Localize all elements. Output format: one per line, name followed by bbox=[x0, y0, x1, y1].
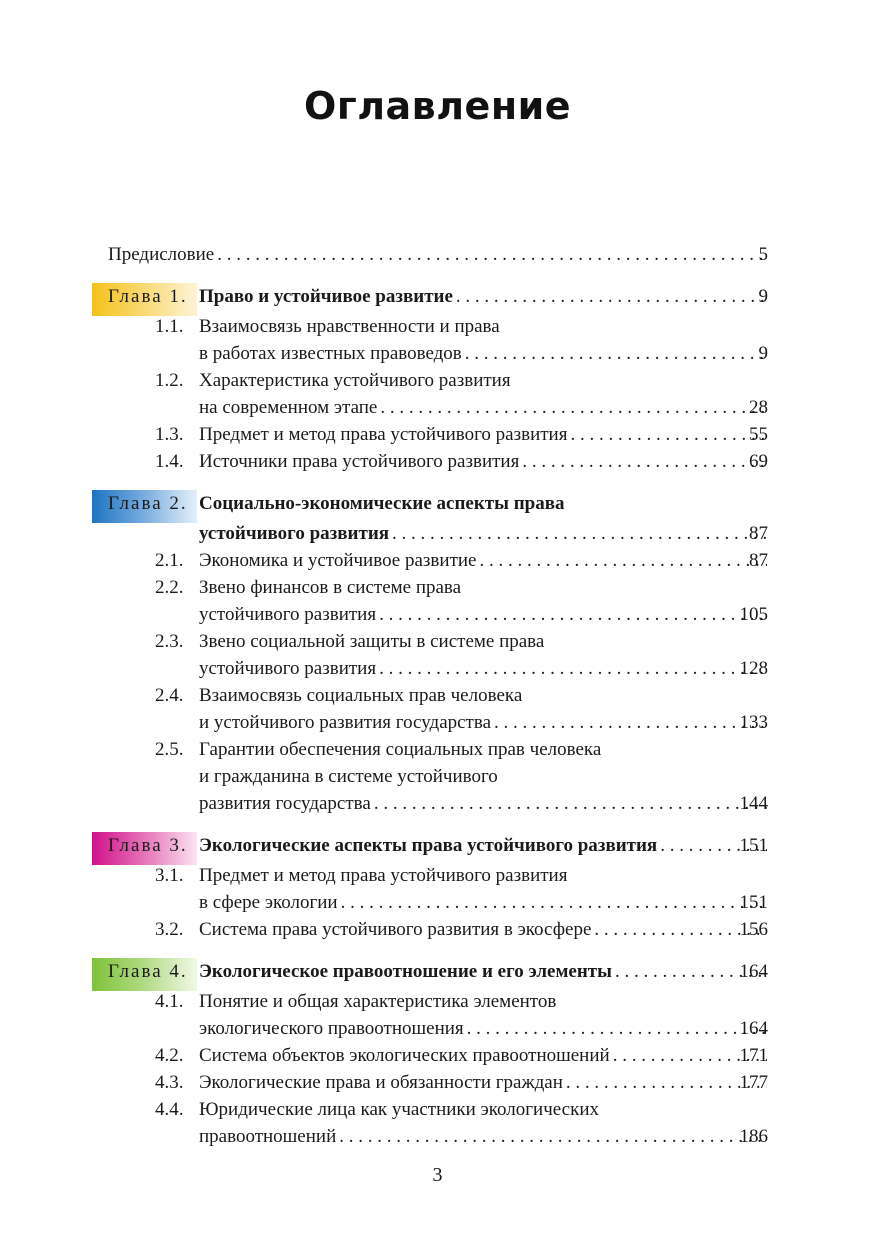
section-title: развития государства bbox=[199, 793, 371, 814]
section-title: Взаимосвязь нравственности и права bbox=[199, 316, 500, 337]
dot-leader bbox=[371, 793, 767, 815]
dot-leader bbox=[377, 397, 767, 419]
section-number: 1.2. bbox=[155, 370, 184, 391]
toc-page-number: 69 bbox=[749, 451, 768, 472]
dot-leader bbox=[464, 1018, 767, 1040]
dot-leader bbox=[376, 658, 767, 680]
section-title: Предмет и метод права устойчивого развития bbox=[199, 865, 568, 886]
toc-section-1-1[interactable] bbox=[0, 316, 875, 343]
toc-section-1-4[interactable] bbox=[0, 451, 875, 478]
section-title: в сфере экологии bbox=[199, 892, 338, 913]
page-number: 3 bbox=[432, 1164, 443, 1186]
toc-section-4-4[interactable] bbox=[0, 1099, 875, 1126]
chapter-title: Право и устойчивое развитие bbox=[199, 286, 453, 307]
toc-section-2-1[interactable] bbox=[0, 550, 875, 577]
section-title: Предмет и метод права устойчивого развития bbox=[199, 424, 568, 445]
section-number: 4.3. bbox=[155, 1072, 184, 1093]
toc-page-number: 156 bbox=[739, 919, 768, 940]
dot-leader bbox=[453, 286, 767, 308]
section-title: Экономика и устойчивое развитие bbox=[199, 550, 477, 571]
section-title: Экологические права и обязанности граждан bbox=[199, 1072, 563, 1093]
toc-page-number: 105 bbox=[739, 604, 768, 625]
dot-leader bbox=[214, 244, 767, 266]
toc-section-4-1-cont[interactable] bbox=[0, 1018, 875, 1045]
toc-section-2-5-cont2[interactable] bbox=[0, 793, 875, 820]
toc-section-3-1[interactable] bbox=[0, 865, 875, 892]
toc-section-2-3[interactable] bbox=[0, 631, 875, 658]
toc-chapter-3[interactable] bbox=[0, 832, 875, 865]
section-number: 2.3. bbox=[155, 631, 184, 652]
dot-leader bbox=[519, 451, 767, 473]
section-number: 3.2. bbox=[155, 919, 184, 940]
toc-page-number: 87 bbox=[749, 523, 768, 544]
toc-page-number: 186 bbox=[739, 1126, 768, 1147]
toc-entry-preface[interactable] bbox=[0, 244, 875, 271]
toc-page-number: 151 bbox=[739, 835, 768, 856]
chapter-title: устойчивого развития bbox=[199, 523, 390, 544]
section-number: 2.1. bbox=[155, 550, 184, 571]
toc-section-1-1-cont[interactable] bbox=[0, 343, 875, 370]
section-title: Взаимосвязь социальных прав человека bbox=[199, 685, 523, 706]
chapter-label: Глава 2. bbox=[108, 493, 188, 514]
section-title: правоотношений bbox=[199, 1126, 337, 1147]
section-number: 4.2. bbox=[155, 1045, 184, 1066]
toc-section-2-4-cont[interactable] bbox=[0, 712, 875, 739]
dot-leader bbox=[567, 424, 767, 446]
toc-page-number: 164 bbox=[739, 961, 768, 982]
section-title: Юридические лица как участники экологических bbox=[199, 1099, 599, 1120]
chapter-title: Экологические аспекты права устойчивого развития bbox=[199, 835, 658, 856]
section-title: Характеристика устойчивого развития bbox=[199, 370, 511, 391]
toc-section-2-2[interactable] bbox=[0, 577, 875, 604]
section-number: 1.4. bbox=[155, 451, 184, 472]
toc-page-number: 55 bbox=[749, 424, 768, 445]
toc-section-2-2-cont[interactable] bbox=[0, 604, 875, 631]
toc-chapter-2-cont[interactable] bbox=[0, 523, 875, 550]
section-title: экологического правоотношения bbox=[199, 1018, 464, 1039]
toc-section-2-5[interactable] bbox=[0, 739, 875, 766]
section-number: 2.5. bbox=[155, 739, 184, 760]
toc-page-number: 9 bbox=[758, 343, 768, 364]
toc-page-number: 9 bbox=[758, 286, 768, 307]
section-title: устойчивого развития bbox=[199, 604, 377, 625]
toc-page-number: 133 bbox=[739, 712, 768, 733]
section-number: 2.2. bbox=[155, 577, 184, 598]
section-title: Система права устойчивого развития в экосфере bbox=[199, 919, 592, 940]
dot-leader bbox=[563, 1072, 767, 1094]
toc-page-number: 5 bbox=[758, 244, 768, 265]
section-title: Гарантии обеспечения социальных прав человека bbox=[199, 739, 602, 760]
section-title: на современном этапе bbox=[199, 397, 378, 418]
section-title: Звено социальной защиты в системе права bbox=[199, 631, 545, 652]
chapter-title: Социально-экономические аспекты права bbox=[199, 493, 565, 514]
section-title: в работах известных правоведов bbox=[199, 343, 462, 364]
chapter-title: Экологическое правоотношение и его элементы bbox=[199, 961, 612, 982]
toc-section-3-1-cont[interactable] bbox=[0, 892, 875, 919]
toc-section-1-2-cont[interactable] bbox=[0, 397, 875, 424]
toc-section-1-3[interactable] bbox=[0, 424, 875, 451]
section-number: 2.4. bbox=[155, 685, 184, 706]
section-title: Система объектов экологических правоотношений bbox=[199, 1045, 610, 1066]
toc-section-4-3[interactable] bbox=[0, 1072, 875, 1099]
section-number: 1.3. bbox=[155, 424, 184, 445]
toc-section-2-5-cont[interactable] bbox=[0, 766, 875, 793]
toc-chapter-2[interactable] bbox=[0, 490, 875, 523]
toc-entry-title: Предисловие bbox=[108, 244, 215, 265]
toc-chapter-4[interactable] bbox=[0, 958, 875, 991]
toc-section-1-2[interactable] bbox=[0, 370, 875, 397]
chapter-label: Глава 3. bbox=[108, 835, 188, 856]
dot-leader bbox=[389, 523, 767, 545]
section-title: Понятие и общая характеристика элементов bbox=[199, 991, 557, 1012]
toc-section-3-2[interactable] bbox=[0, 919, 875, 946]
section-number: 1.1. bbox=[155, 316, 184, 337]
toc-page-number: 128 bbox=[739, 658, 768, 679]
dot-leader bbox=[462, 343, 767, 365]
toc-section-2-3-cont[interactable] bbox=[0, 658, 875, 685]
table-of-contents bbox=[0, 244, 875, 1153]
toc-page-number: 164 bbox=[739, 1018, 768, 1039]
toc-section-4-2[interactable] bbox=[0, 1045, 875, 1072]
toc-section-4-1[interactable] bbox=[0, 991, 875, 1018]
section-title: Звено финансов в системе права bbox=[199, 577, 462, 598]
toc-page-number: 144 bbox=[739, 793, 768, 814]
section-title: и устойчивого развития государства bbox=[199, 712, 492, 733]
chapter-label: Глава 1. bbox=[108, 286, 188, 307]
section-title: устойчивого развития bbox=[199, 658, 377, 679]
page-title: Оглавление bbox=[304, 84, 571, 128]
dot-leader bbox=[491, 712, 767, 734]
chapter-label: Глава 4. bbox=[108, 961, 188, 982]
toc-page-number: 151 bbox=[739, 892, 768, 913]
toc-chapter-1[interactable] bbox=[0, 283, 875, 316]
dot-leader bbox=[338, 892, 767, 914]
dot-leader bbox=[376, 604, 767, 626]
dot-leader bbox=[476, 550, 767, 572]
toc-section-4-4-cont[interactable] bbox=[0, 1126, 875, 1153]
section-number: 3.1. bbox=[155, 865, 184, 886]
dot-leader bbox=[336, 1126, 767, 1148]
toc-page-number: 171 bbox=[739, 1045, 768, 1066]
section-title: и гражданина в системе устойчивого bbox=[199, 766, 498, 787]
toc-page-number: 87 bbox=[749, 550, 768, 571]
toc-page-number: 28 bbox=[749, 397, 768, 418]
toc-section-2-4[interactable] bbox=[0, 685, 875, 712]
toc-page-number: 177 bbox=[739, 1072, 768, 1093]
section-number: 4.1. bbox=[155, 991, 184, 1012]
section-title: Источники права устойчивого развития bbox=[199, 451, 520, 472]
section-number: 4.4. bbox=[155, 1099, 184, 1120]
